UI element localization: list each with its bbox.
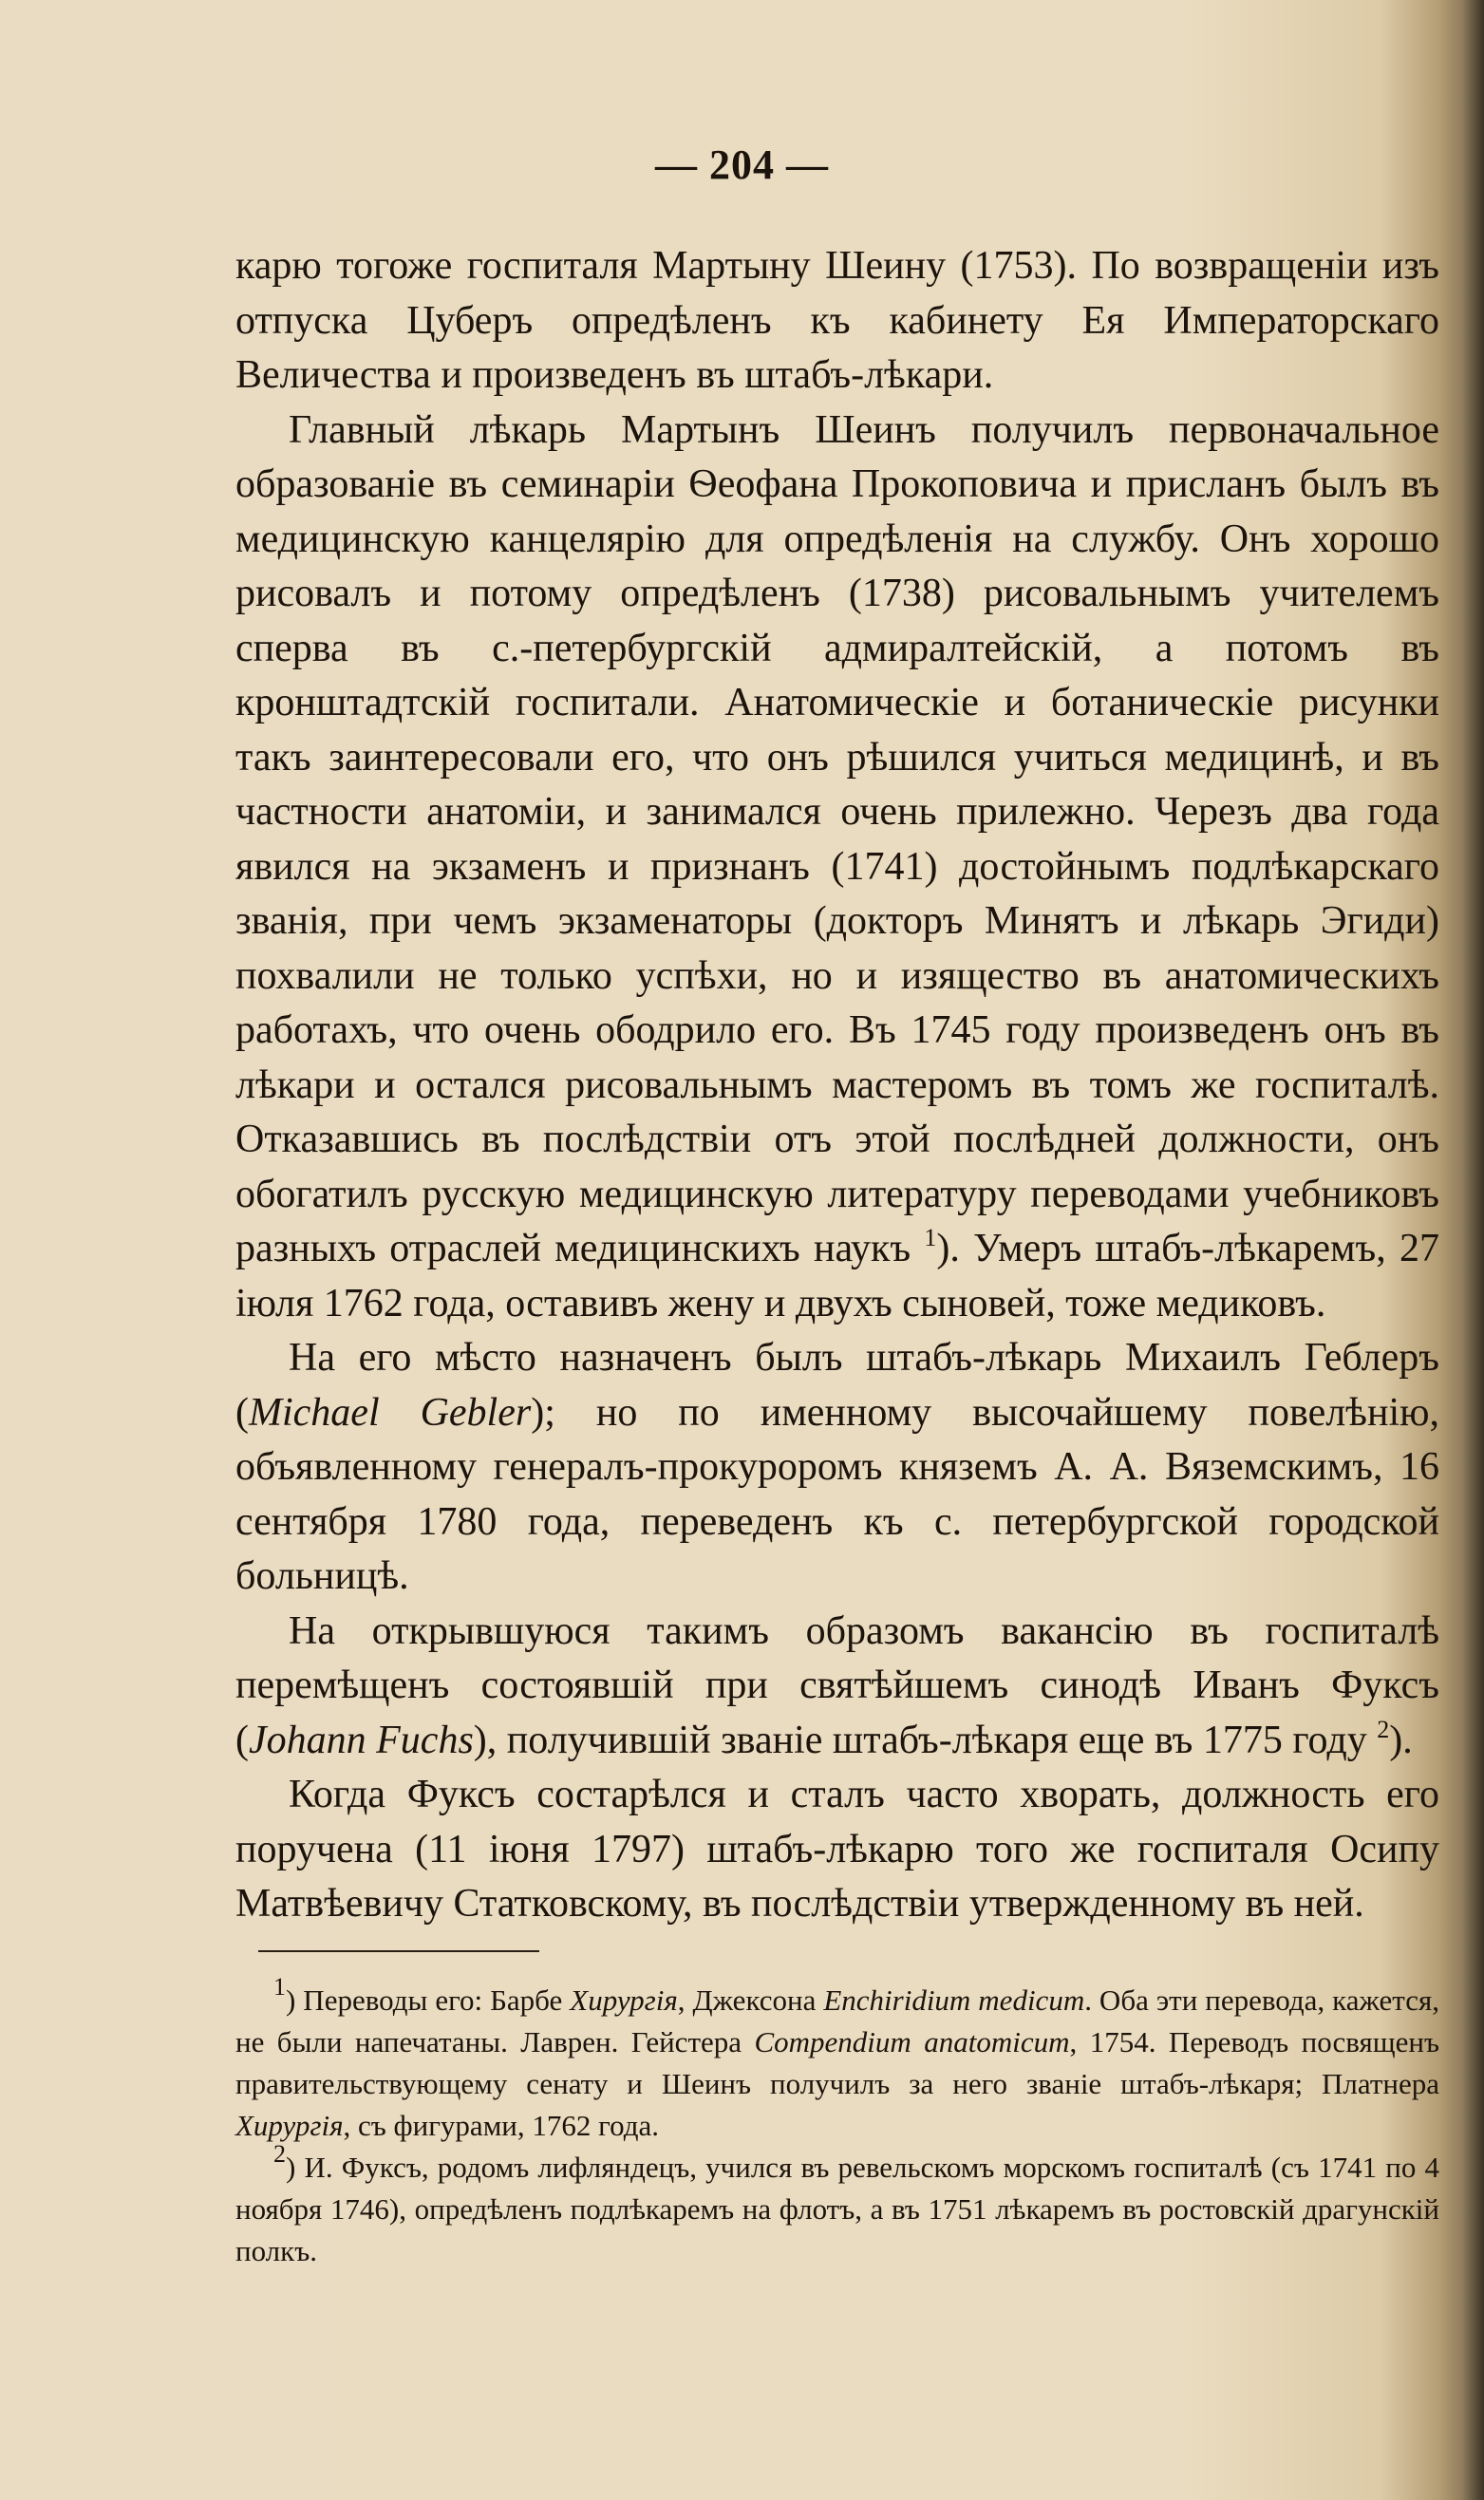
text-run: , Джексона xyxy=(677,1983,824,2017)
text-run: ) И. Фуксъ, родомъ лифляндецъ, учился въ ревельскомъ морскомъ госпиталѣ (съ 1741 по 4 ноября 1746), опредѣленъ подлѣкаремъ на флотъ, а въ 1751 лѣкаремъ въ ростовскій драгунскій полкъ. xyxy=(235,2151,1439,2267)
text-run: ). xyxy=(1389,1718,1413,1762)
footnote-marker: 2 xyxy=(273,2140,286,2168)
text-run: Главный лѣкарь Мартынъ Шеинъ получилъ первоначальное образованіе въ семинаріи Ѳеофана Прокоповича и присланъ былъ въ медицинскую канцелярію для опредѣленія на службу. Онъ хорошо рисовалъ и потому опредѣленъ (1738) рисовальнымъ учителемъ сперва въ с.-петербургскій адмиралтейскій, а потомъ въ кронштадтскій госпитали. Анатомическіе и ботаническіе рисунки такъ заинтересовали его, что онъ рѣшился учиться медицинѣ, и въ частности анатоміи, и занимался очень прилежно. Черезъ два года явился на экзаменъ и признанъ (1741) достойнымъ подлѣкарскаго званія, при чемъ экзаменаторы (докторъ Минятъ и лѣкарь Эгиди) похвалили не только успѣхи, но и изящество въ анатомическихъ работахъ, что очень ободрило его. Въ 1745 году произведенъ онъ въ лѣкари и остался рисовальнымъ мастеромъ въ томъ же госпиталѣ. Отказавшись въ послѣдствіи отъ этой послѣдней должности, онъ обогатилъ русскую медицинскую литературу переводами учебниковъ разныхъ отраслей медицинскихъ наукъ xyxy=(235,407,1439,1270)
footnote-marker: 1 xyxy=(273,1973,286,2001)
footnote xyxy=(235,2140,1439,2272)
book-spine-shadow xyxy=(1463,0,1484,2500)
paragraph xyxy=(235,239,1439,404)
paragraph xyxy=(235,1605,1439,1769)
footnote-marker: 2 xyxy=(1377,1715,1390,1743)
paragraph xyxy=(235,404,1439,1332)
text-run: ). Умеръ штабъ-лѣкаремъ, 27 іюля 1762 года, оставивъ жену и двухъ сыновей, тоже медиковъ. xyxy=(235,1227,1439,1325)
text-run: карю тогоже госпиталя Мартыну Шеину (1753). По возвращеніи изъ отпуска Цуберъ опредѣленъ къ кабинету Ея Императорскаго Величества и произведенъ въ штабъ-лѣкари. xyxy=(235,244,1439,397)
body-text xyxy=(235,239,1439,1932)
italic-text: Michael Gebler xyxy=(249,1390,532,1435)
text-run: . Оба эти перевода, кажется, не были напечатаны. Лаврен. Гейстера xyxy=(235,1983,1439,2058)
italic-text: Enchiridium medicum xyxy=(823,1983,1085,2017)
footnotes xyxy=(235,1973,1439,2272)
text-run: , съ фигурами, 1762 года. xyxy=(343,2109,659,2142)
footnote-rule xyxy=(258,1950,539,1952)
text-run: Когда Фуксъ состарѣлся и сталъ часто хворать, должность его поручена (11 іюня 1797) штабъ-лѣкарю того же госпиталя Осипу Матвѣевичу Статковскому, въ послѣдствіи утвержденному въ ней. xyxy=(235,1773,1439,1926)
text-run: , 1754. Переводъ посвященъ правительствующему сенату и Шеинъ получилъ за него званіе штабъ-лѣкаря; Платнера xyxy=(235,2025,1439,2100)
page-number: — 204 — xyxy=(655,141,829,188)
text-run: На его мѣсто назначенъ былъ штабъ-лѣкарь Михаилъ Геблеръ ( xyxy=(235,1336,1439,1435)
paragraph xyxy=(235,1331,1439,1605)
text-run: На открывшуюся такимъ образомъ вакансію въ госпиталѣ перемѣщенъ состоявшій при святѣйшемъ синодѣ Иванъ Фуксъ ( xyxy=(235,1608,1439,1762)
italic-text: Хирургія xyxy=(235,2109,344,2142)
italic-text: Johann Fuchs xyxy=(249,1718,474,1762)
italic-text: Compendium anatomicum xyxy=(754,2025,1070,2058)
text-run: ) Переводы его: Барбе xyxy=(286,1983,571,2017)
text-run: ), получившій званіе штабъ-лѣкаря еще въ 1775 году xyxy=(473,1718,1378,1762)
italic-text: Хирургія xyxy=(570,1983,678,2017)
footnote-marker: 1 xyxy=(924,1224,937,1251)
paragraph xyxy=(235,1768,1439,1932)
text-run: ); но по именному высочайшему повелѣнію, объявленному генералъ-прокуроромъ княземъ А. А. Вяземскимъ, 16 сентября 1780 года, переведенъ къ с. петербургской городской больницѣ. xyxy=(235,1390,1439,1598)
footnote xyxy=(235,1973,1439,2147)
